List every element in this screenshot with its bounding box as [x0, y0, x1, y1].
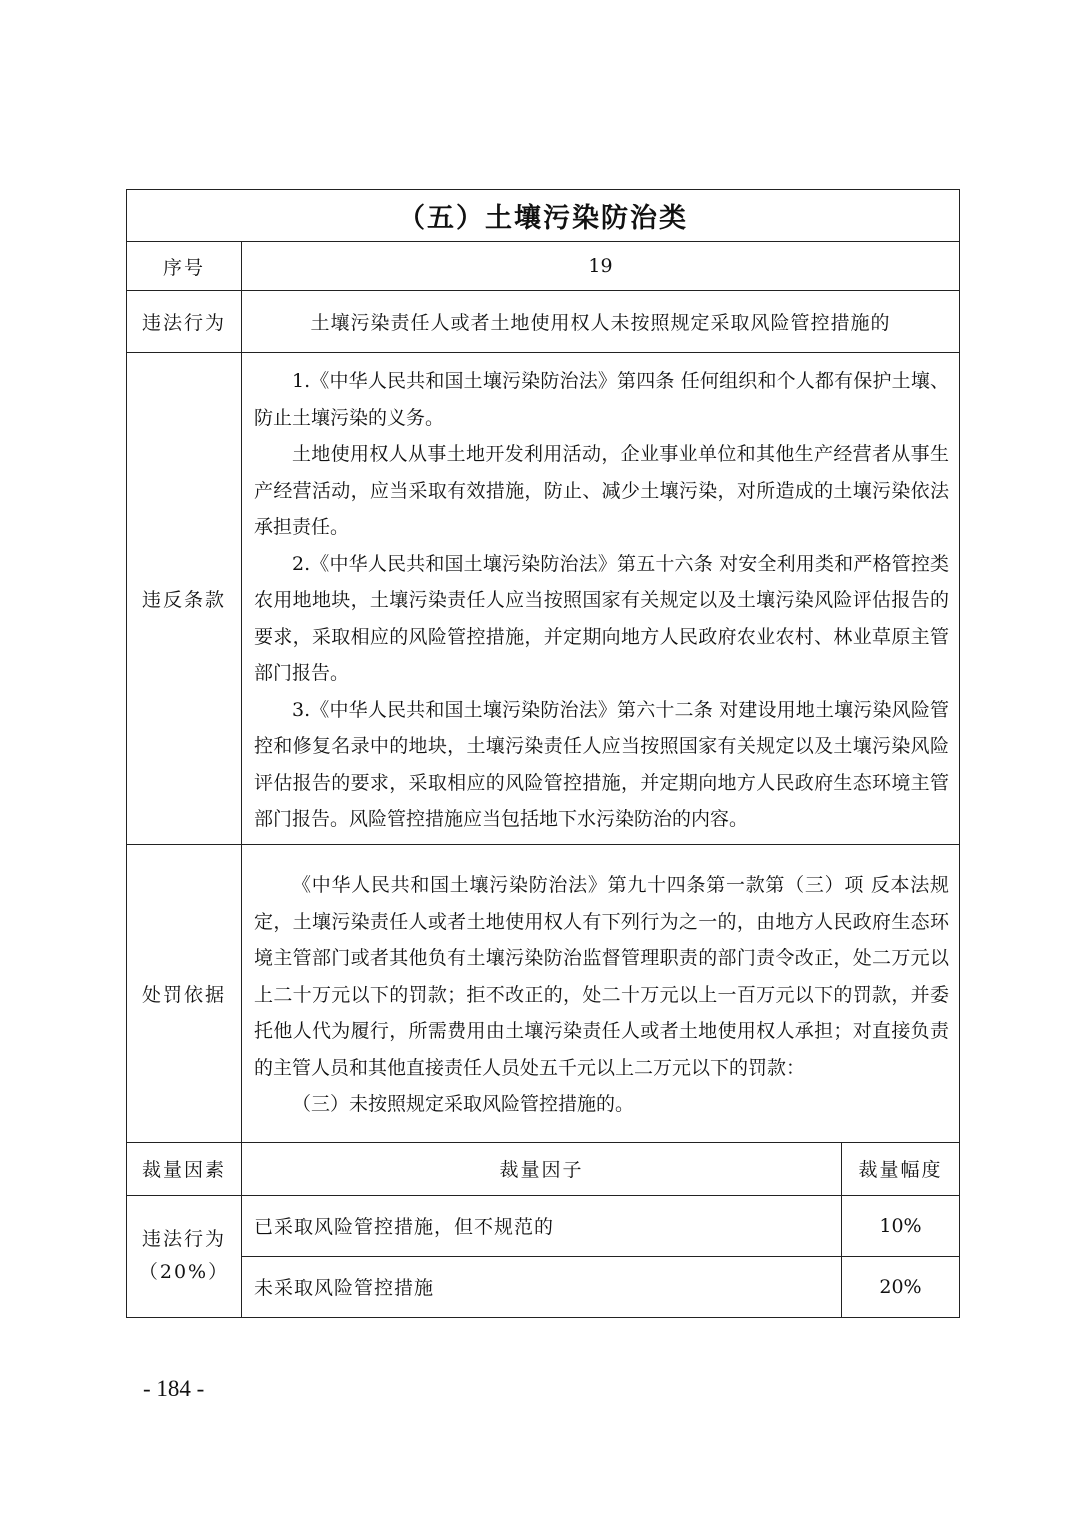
title-row — [127, 190, 960, 242]
violation-row — [127, 291, 960, 353]
penalty-discretion-table — [126, 189, 960, 1318]
penalty-paragraph: 《中华人民共和国土壤污染防治法》第九十四条第一款第（三）项 反本法规定，土壤污染责任人或者土地使用权人有下列行为之一的，由地方人民政府生态环境主管部门或者其他负有土壤污染防治监督管理职责的部门责令改正，处二万元以上二十万元以下的罚款；拒不改正的，处二十万元以上一百万元以下的罚款，并委托他人代为履行，所需费用由土壤污染责任人或者土地使用权人承担；对直接负责的主管人员和其他直接责任人员处五千元以上二万元以下的罚款： — [254, 874, 949, 1079]
discretion-group-cell — [127, 1195, 242, 1317]
discretion-item-range: 10% — [842, 1195, 960, 1256]
discretion-item-range: 20% — [842, 1256, 960, 1317]
violated-provisions-row — [127, 353, 960, 845]
discretion-item-text: 未采取风险管控措施 — [242, 1256, 842, 1317]
discretion-item-row — [127, 1195, 960, 1256]
violated-provisions-text — [242, 353, 960, 845]
provision-paragraph: 1.《中华人民共和国土壤污染防治法》第四条 任何组织和个人都有保护土壤、防止土壤污染的义务。 — [254, 370, 949, 429]
discretion-factor-label: 裁量因素 — [127, 1142, 242, 1195]
serial-label: 序号 — [127, 242, 242, 291]
provision-paragraph: 3.《中华人民共和国土壤污染防治法》第六十二条 对建设用地土壤污染风险管控和修复名录中的地块，土壤污染责任人应当按照国家有关规定以及土壤污染风险评估报告的要求，采取相应的风险管控措施，并定期向地方人民政府生态环境主管部门报告。风险管控措施应当包括地下水污染防治的内容。 — [254, 698, 949, 830]
penalty-basis-row — [127, 844, 960, 1142]
discretion-item-text: 已采取风险管控措施，但不规范的 — [242, 1195, 842, 1256]
penalty-basis-label: 处罚依据 — [127, 844, 242, 1142]
provision-paragraph: 2.《中华人民共和国土壤污染防治法》第五十六条 对安全利用类和严格管控类农用地地块，土壤污染责任人应当按照国家有关规定以及土壤污染风险评估报告的要求，采取相应的风险管控措施，并定期向地方人民政府农业农村、林业草原主管部门报告。 — [254, 552, 949, 684]
discretion-group-weight: （20%） — [138, 1261, 230, 1283]
discretion-group-label: 违法行为 — [141, 1228, 226, 1250]
penalty-paragraph: （三）未按照规定采取风险管控措施的。 — [292, 1093, 635, 1116]
discretion-item-row — [127, 1256, 960, 1317]
provision-paragraph: 土地使用权人从事土地开发利用活动，企业事业单位和其他生产经营者从事生产经营活动，应当采取有效措施，防止、减少土壤污染，对所造成的土壤污染依法承担责任。 — [254, 443, 949, 538]
discretion-sub-factor-label: 裁量因子 — [242, 1142, 842, 1195]
page-number: - 184 - — [143, 1376, 205, 1401]
serial-value: 19 — [242, 242, 960, 291]
penalty-basis-text — [242, 844, 960, 1142]
violation-label: 违法行为 — [127, 291, 242, 353]
discretion-range-label: 裁量幅度 — [842, 1142, 960, 1195]
violated-provisions-label: 违反条款 — [127, 353, 242, 845]
serial-row — [127, 242, 960, 291]
violation-value: 土壤污染责任人或者土地使用权人未按照规定采取风险管控措施的 — [242, 291, 960, 353]
section-title: （五）土壤污染防治类 — [127, 190, 960, 242]
discretion-header-row — [127, 1142, 960, 1195]
